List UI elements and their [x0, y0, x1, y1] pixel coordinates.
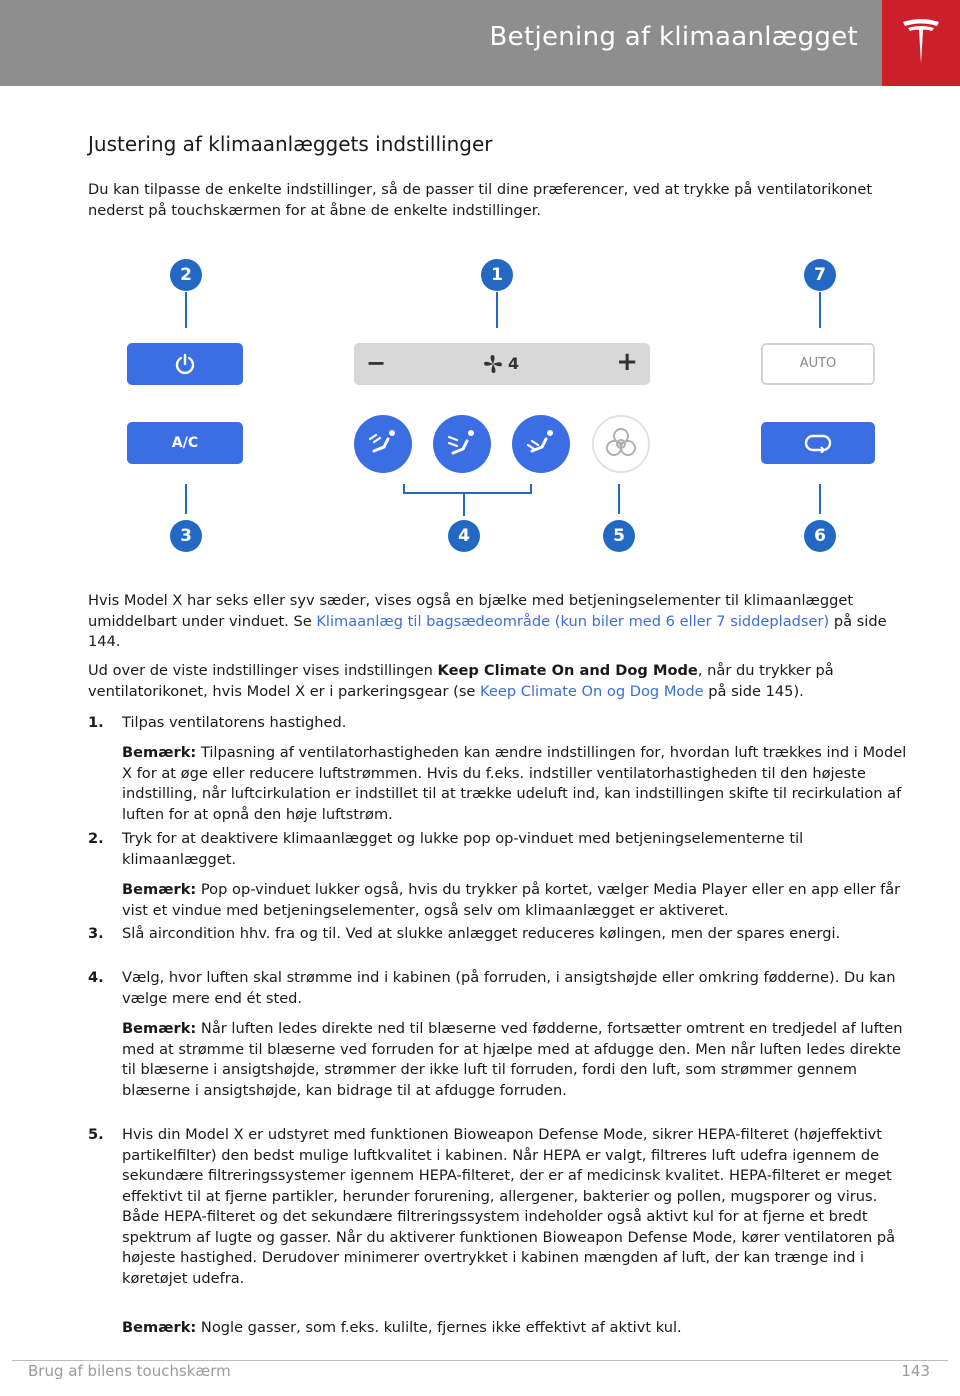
- list-number: 3.: [88, 925, 104, 942]
- brand-logo-box: [882, 0, 960, 86]
- note-label: Bemærk:: [122, 1020, 197, 1037]
- callout-6-line: [819, 484, 821, 514]
- callout-4-bracket: [403, 492, 532, 494]
- fan-speed-bar: [354, 343, 650, 385]
- rear-climate-paragraph: [88, 591, 918, 653]
- list-number: 5.: [88, 1126, 104, 1143]
- dog-mode-setting-name: Keep Climate On and Dog Mode: [437, 662, 698, 679]
- tesla-logo-icon: [899, 16, 943, 68]
- note-label: Bemærk:: [122, 1319, 197, 1336]
- airflow-feet-button[interactable]: [512, 415, 570, 473]
- list-item-3: [88, 924, 918, 945]
- list-text: Slå aircondition hhv. fra og til. Ved at slukke anlægget reduceres kølingen, men der spares energi.: [122, 925, 841, 942]
- para1-suffix: på side 144.: [88, 612, 887, 650]
- list-text: Tilpas ventilatorens hastighed.: [122, 714, 347, 731]
- callout-3-line: [185, 484, 187, 514]
- list-text: Hvis din Model X er udstyret med funktionen Bioweapon Defense Mode, sikrer HEPA-filteret (højeffektivt partikelfilter) den bedst mulige luftkvalitet i kabinen. Når HEPA er valgt, filtreres luft udefra igennem de sekundære filtreringssystemer igennem HEPA-filteret, der er af medicinsk kvalitet. HEPA-filteret er meget effektivt til at fjerne partikler, herunder forurening, allergener, bakterier og pollen, mugsporer og virus. Både HEPA-filteret og det sekundære filtreringssystem indeholder også aktivt kul for at fjerne et bredt spektrum af lugte og gasser. Når du aktiverer funktionen Bioweapon Defense Mode, kører ventilatoren på højeste hastighed. Derudover minimerer overtrykket i kabinen mængden af luft, der kan trænge ind i køretøjet udefra.: [122, 1126, 896, 1287]
- footer-section: Brug af bilens touchskærm: [28, 1362, 231, 1380]
- power-button[interactable]: [127, 343, 243, 385]
- footer-divider: [12, 1360, 948, 1361]
- list-item-5: [88, 1125, 918, 1289]
- intro-paragraph: Du kan tilpasse de enkelte indstillinger, så de passer til dine præferencer, ved at trykke på ventilatorikonet nederst på touchskærmen for at åbne de enkelte indstillinger.: [88, 181, 873, 219]
- note-label: Bemærk:: [122, 881, 197, 898]
- recirculation-icon: [803, 433, 833, 453]
- callout-2: 2: [170, 259, 202, 291]
- fan-speed-value: 4: [508, 354, 520, 373]
- note-text: Tilpasning af ventilatorhastigheden kan ændre indstillingen for, hvordan luft trækkes ind i Model X for at øge eller reducere luftstrømmen. Hvis du f.eks. indstiller ventilatorhastigheden til den højeste indstilling, når luftcirkulation er indstillet til at trække udeluft ind, kan indstillingen skifte til recirkulation af luften for at opnå den høje luftstrøm.: [122, 744, 907, 823]
- list-number: 4.: [88, 969, 104, 986]
- list-item-1: [88, 713, 918, 734]
- header-title: Betjening af klimaanlægget: [489, 22, 858, 52]
- bioweapon-defense-button[interactable]: [592, 415, 650, 473]
- callout-2-line: [185, 292, 187, 328]
- note-label: Bemærk:: [122, 744, 197, 761]
- callout-1-line: [496, 292, 498, 328]
- callout-4: 4: [448, 520, 480, 552]
- section-title: Justering af klimaanlæggets indstillinger: [88, 132, 493, 156]
- airflow-face-icon: [433, 415, 491, 473]
- note-1: [122, 743, 918, 825]
- note-text: Nogle gasser, som f.eks. kulilte, fjernes ikke effektivt af aktivt kul.: [200, 1319, 682, 1336]
- note-text: Pop op-vinduet lukker også, hvis du trykker på kortet, vælger Media Player eller en app eller får vist et vindue med betjeningselementer, også selv om klimaanlægget er aktiveret.: [122, 881, 901, 919]
- airflow-windshield-button[interactable]: [354, 415, 412, 473]
- list-item-2: [88, 829, 918, 870]
- airflow-windshield-icon: [354, 415, 412, 473]
- fan-decrease-button[interactable]: −: [366, 349, 387, 377]
- para1-text: Hvis Model X har seks eller syv sæder, vises også en bjælke med betjeningselementer til klimaanlægget umiddelbart under vinduet. Se: [88, 592, 854, 630]
- callout-4-bracket-right: [530, 484, 532, 494]
- dog-mode-paragraph: [88, 661, 918, 702]
- callout-1: 1: [481, 259, 513, 291]
- note-text: Når luften ledes direkte ned til blæserne ved fødderne, fortsætter omtrent en tredjedel af luften med at strømme til blæserne ved forruden for at hjælpe med at afdugge den. Men når luften ledes direkte til blæserne i ansigtshøjde, strømmer der ikke luft til forruden, fordi den luft, som strømmer gennem blæserne i ansigtshøjde, kan bidrage til at afdugge forruden.: [122, 1020, 903, 1099]
- airflow-feet-icon: [512, 415, 570, 473]
- callout-4-line: [463, 494, 465, 516]
- page-number: 143: [901, 1362, 930, 1380]
- note-2: [122, 880, 918, 921]
- climate-controls-figure: [88, 250, 908, 560]
- callout-5: 5: [603, 520, 635, 552]
- auto-button[interactable]: AUTO: [761, 343, 875, 385]
- callout-3: 3: [170, 520, 202, 552]
- list-number: 1.: [88, 714, 104, 731]
- recirculation-button[interactable]: [761, 422, 875, 464]
- power-icon: [174, 353, 196, 375]
- callout-7: 7: [804, 259, 836, 291]
- list-number: 2.: [88, 830, 104, 847]
- ac-button[interactable]: A/C: [127, 422, 243, 464]
- para2-suffix: på side 145).: [703, 682, 804, 700]
- airflow-face-button[interactable]: [433, 415, 491, 473]
- note-4: [122, 1019, 918, 1101]
- note-5: [122, 1318, 918, 1339]
- biohazard-icon: [594, 417, 648, 471]
- list-item-4: [88, 968, 918, 1009]
- callout-5-line: [618, 484, 620, 514]
- dog-mode-link[interactable]: Keep Climate On og Dog Mode: [480, 682, 704, 700]
- para2-text: Ud over de viste indstillinger vises indstillingen: [88, 662, 438, 679]
- callout-6: 6: [804, 520, 836, 552]
- fan-icon: [482, 353, 504, 375]
- list-text: Tryk for at deaktivere klimaanlægget og lukke pop op-vinduet med betjeningselementerne til klimaanlægget.: [122, 830, 804, 868]
- para2-middle: , når du trykker på ventilatorikonet, hvis Model X er i parkeringsgear (se: [88, 662, 834, 700]
- callout-7-line: [819, 292, 821, 328]
- page-header: [0, 0, 960, 86]
- rear-climate-link[interactable]: Klimaanlæg til bagsædeområde (kun biler med 6 eller 7 siddepladser): [316, 612, 830, 630]
- fan-increase-button[interactable]: +: [616, 347, 638, 377]
- list-text: Vælg, hvor luften skal strømme ind i kabinen (på forruden, i ansigtshøjde eller omkring fødderne). Du kan vælge mere end ét sted.: [122, 969, 896, 1007]
